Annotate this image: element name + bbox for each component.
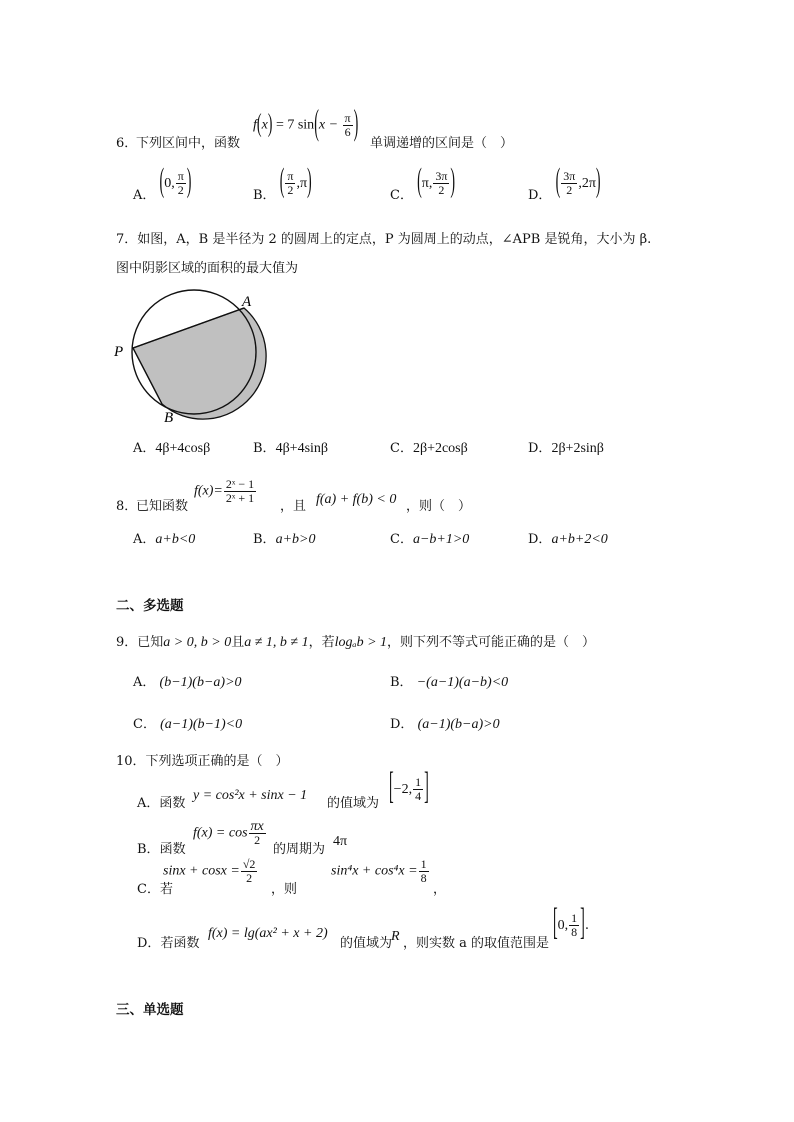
- q8-formula: f(x)= $\frac{\text{2ˣ − 1}}{\text{2ˣ + 1}}$: [194, 477, 255, 505]
- q6-option-d: D． ( $\frac{3\pi}{2}$ ,2π): [528, 164, 601, 203]
- q6-formula: f(x) = 7 sin(x − $\frac{\pi}{6}$ ): [253, 104, 359, 144]
- q6-text-after: 单调递增的区间是（ ）: [370, 136, 514, 151]
- q6-number: 6．: [116, 136, 138, 151]
- q9-option-d: D． (a−1)(b−a)>0: [390, 717, 500, 732]
- q9-option-b: B． −(a−1)(a−b)<0: [390, 675, 509, 690]
- q9-option-c: C． (a−1)(b−1)<0: [133, 717, 243, 732]
- section-title-multi-choice: 二、多选题: [116, 598, 184, 614]
- q7-option-c: C．2β+2cosβ: [390, 441, 468, 456]
- q8-option-d: D．a+b+2<0: [528, 532, 608, 547]
- q8-option-a: A．a+b<0: [133, 532, 196, 547]
- label-b: B: [164, 410, 174, 426]
- q10-option-d: D．若函数 f(x) = lg(ax² + x + 2) 的值域为 R ，则实数 a 的取值范围是 [0, $\frac{1}{8}$ ].: [137, 903, 589, 951]
- q10-option-c: C．若 sinx + cosx = $\frac{√2}{2}$ ，则 sin⁴x + cos⁴x = $\frac{1}{8}$ ，: [137, 857, 447, 897]
- q7-figure: [108, 280, 268, 430]
- q6-text-before: 下列区间中，函数: [136, 136, 241, 151]
- label-a: A: [242, 294, 252, 310]
- q8-stem: 8． 已知函数 f(x)= $\frac{\text{2ˣ − 1}}{\text{2ˣ + 1}}$ ，且 f(a) + f(b) < 0 ，则（ ）: [116, 477, 472, 514]
- section-title-single-choice: 三、单选题: [116, 1002, 184, 1018]
- q9-stem: 9．已知a > 0, b > 0且a ≠ 1, b ≠ 1，若logₐb > 1，则下列不等式可能正确的是（ ）: [116, 635, 596, 650]
- q7-option-a: A．4β+4cosβ: [133, 441, 211, 456]
- q7-option-b: B．4β+4sinβ: [253, 441, 329, 456]
- q6-option-c: C． (π, $\frac{3\pi}{2}$ ): [390, 164, 456, 203]
- q8-option-c: C．a−b+1>0: [390, 532, 470, 547]
- q9-option-a: A． (b−1)(b−a)>0: [133, 675, 242, 690]
- q10-stem: 10．下列选项正确的是（ ）: [116, 754, 289, 769]
- q8-option-b: B．a+b>0: [253, 532, 316, 547]
- q6-option-a: A． (0, $\frac{\pi}{2}$ ): [133, 164, 192, 203]
- label-p: P: [114, 344, 124, 360]
- q6-option-b: B． ( $\frac{\pi}{2}$ ,π): [253, 164, 312, 203]
- q7-option-d: D．2β+2sinβ: [528, 441, 604, 456]
- q7-line1: 7．如图，A，B 是半径为 2 的圆周上的定点，P 为圆周上的动点，∠APB 是锐角，大小为 β.: [116, 232, 652, 247]
- q7-line2: 图中阴影区域的面积的最大值为: [116, 261, 299, 276]
